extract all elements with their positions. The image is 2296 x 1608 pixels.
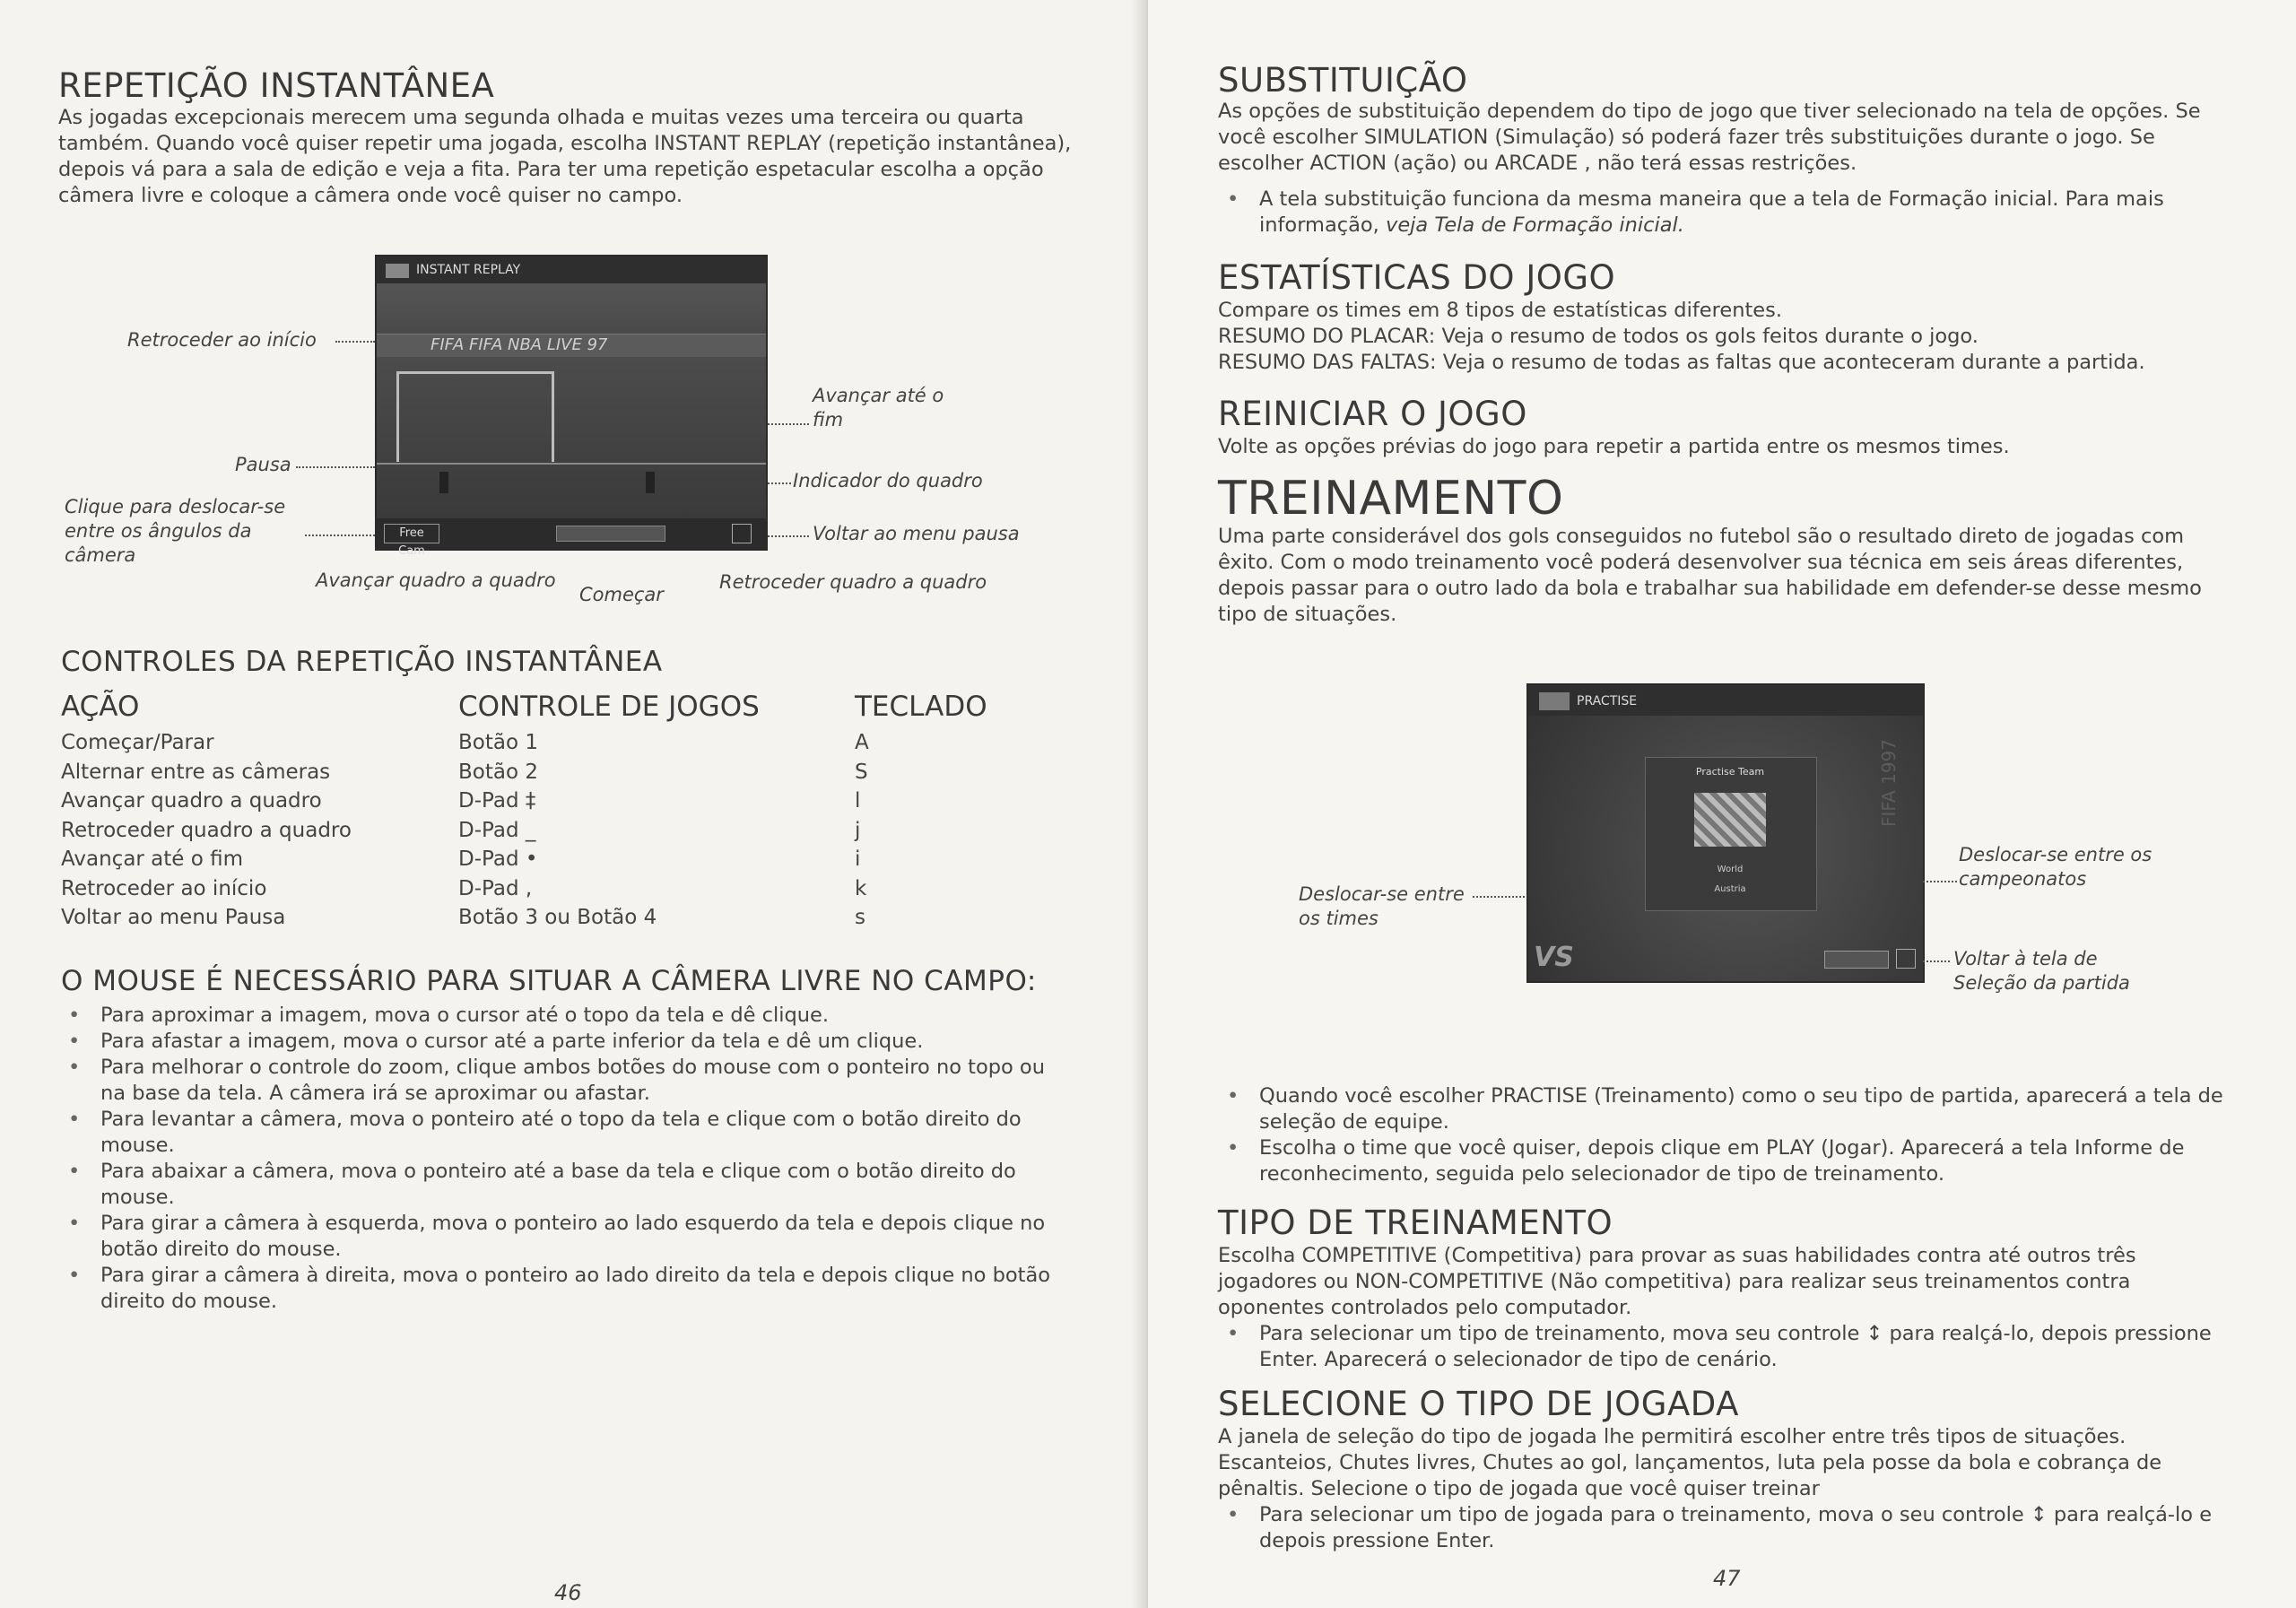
text-line: Escolha COMPETITIVE (Competitiva) para provar as suas habilidades contra até outros três — [1218, 1244, 2136, 1267]
option-world[interactable]: World — [1717, 865, 1744, 874]
text-line: Escanteios, Chutes livres, Chutes ao gol, lançamentos, luta pela posse da bola e cobrança de — [1218, 1451, 2162, 1474]
text-line: RESUMO DO PLACAR: Veja o resumo de todos os gols feitos durante o jogo. — [1218, 325, 1979, 348]
table-cell: A — [855, 731, 869, 754]
gamepad-column — [458, 728, 657, 933]
stats-body — [1218, 298, 2267, 376]
board-text: FIFA FIFA NBA LIVE 97 — [430, 335, 608, 354]
bullet-item — [1218, 1135, 2276, 1187]
callout-forward-end-2: fim — [813, 409, 844, 430]
callout-camera-1: Clique para deslocar-se — [65, 496, 286, 517]
callout-back-1: Voltar à tela de — [1953, 948, 2098, 969]
text-line: As jogadas excepcionais merecem uma segunda olhada e muitas vezes uma terceira ou quarta — [58, 106, 1024, 129]
leader-line — [296, 466, 375, 468]
crowd-stands — [377, 283, 766, 334]
action-column — [61, 728, 352, 933]
team-flag — [1694, 793, 1766, 847]
check-icon[interactable] — [1896, 949, 1916, 969]
callout-start: Começar — [579, 584, 664, 605]
table-cell: Retroceder quadro a quadro — [61, 818, 352, 842]
bullet-item — [1218, 1083, 2276, 1135]
text-line: êxito. Com o modo treinamento você poderá desenvolver sua técnica em seis áreas diferentes, — [1218, 551, 2184, 574]
side-logo-text: FIFA 1997 — [1878, 739, 1900, 828]
restart-title: REINICIAR O JOGO — [1218, 395, 1527, 433]
ea-logo — [386, 264, 409, 278]
table-cell: s — [855, 906, 865, 929]
leader-line — [1923, 881, 1957, 882]
leader-line — [335, 341, 375, 343]
replay-transport-buttons[interactable] — [556, 526, 665, 542]
text-line: • Para girar a câmera à esquerda, mova o ponteiro ao lado esquerdo da tela e depois clique no — [100, 1212, 1046, 1235]
text-line — [1259, 213, 2291, 239]
text-line: mouse. — [100, 1186, 175, 1209]
bullet-item — [59, 1029, 1109, 1055]
table-cell: D-Pad , — [458, 876, 533, 900]
text-line: • Para selecionar um tipo de treinamento, mova seu controle ↕ para realçá-lo, depois pressione — [1259, 1322, 2212, 1345]
table-cell: D-Pad ‡ — [458, 789, 536, 813]
free-cam-button[interactable]: Free Cam — [384, 524, 439, 543]
training-type-title: TIPO DE TREINAMENTO — [1218, 1204, 1613, 1242]
text-line: • Para girar a câmera à direita, mova o ponteiro ao lado direito da tela e depois clique no botão — [100, 1264, 1051, 1287]
substitution-body — [1218, 99, 2267, 177]
stats-title: ESTATÍSTICAS DO JOGO — [1218, 258, 1616, 297]
column-header-gamepad: CONTROLE DE JOGOS — [458, 691, 760, 723]
table-cell: Botão 3 ou Botão 4 — [458, 906, 657, 929]
leader-line — [305, 535, 375, 536]
text-line: • Para melhorar o controle do zoom, clique ambos botões do mouse com o ponteiro no topo ou — [100, 1056, 1045, 1079]
text-line: mouse. — [100, 1134, 175, 1157]
table-cell: S — [855, 760, 868, 784]
callout-frame-forward: Avançar quadro a quadro — [316, 569, 556, 591]
screenshot-header: INSTANT REPLAY — [416, 263, 521, 277]
pitch-line — [377, 463, 766, 465]
option-austria[interactable]: Austria — [1714, 884, 1746, 894]
training-title: TREINAMENTO — [1218, 472, 1564, 526]
text-line: reconhecimento, seguida pelo selecionador de tipo de treinamento. — [1259, 1162, 1944, 1186]
text-line: • Para afastar a imagem, mova o cursor até a parte inferior da tela e dê um clique. — [100, 1030, 924, 1053]
leader-line — [768, 423, 809, 425]
bullet-item — [59, 1055, 1109, 1107]
text-span: informação, — [1259, 213, 1386, 237]
text-line: depois pressione Enter. — [1259, 1529, 1495, 1552]
table-cell: Botão 2 — [458, 760, 538, 784]
text-line: Volte as opções prévias do jogo para repetir a partida entre os mesmos times. — [1218, 435, 2010, 458]
table-cell: Avançar quadro a quadro — [61, 789, 322, 813]
player-figure — [646, 472, 655, 493]
practise-bullets — [1218, 1083, 2276, 1187]
vs-corner-logo: VS — [1534, 942, 1574, 973]
mouse-title: O MOUSE É NECESSÁRIO PARA SITUAR A CÂMERA LIVRE NO CAMPO: — [61, 965, 1037, 997]
panel-title: Practise Team — [1695, 766, 1765, 778]
bullet-item — [59, 1263, 1109, 1315]
bullet-item — [59, 1159, 1109, 1211]
controls-title: CONTROLES DA REPETIÇÃO INSTANTÂNEA — [61, 646, 663, 678]
text-line: jogadores ou NON-COMPETITIVE (Não competitiva) para realizar seus treinamentos contra — [1218, 1270, 2131, 1293]
text-line: • Para selecionar um tipo de jogada para o treinamento, mova o seu controle ↕ para realçá-lo e — [1259, 1503, 2213, 1526]
text-span-italic: veja Tela de Formação inicial. — [1386, 213, 1684, 237]
screenshot-header: PRACTISE — [1577, 694, 1638, 708]
callout-pause: Pausa — [235, 454, 291, 475]
text-line: oponentes controlados pelo computador. — [1218, 1296, 1632, 1319]
check-icon[interactable] — [732, 524, 752, 543]
callout-frame-indicator: Indicador do quadro — [793, 470, 983, 491]
bullet-item — [59, 1107, 1109, 1159]
leader-line — [1473, 896, 1525, 898]
page-right — [1148, 0, 2296, 1608]
restart-body — [1218, 434, 2267, 460]
callout-champ-1: Deslocar-se entre os — [1959, 844, 2152, 865]
column-header-keyboard: TECLADO — [855, 691, 987, 723]
text-line: você escolher SIMULATION (Simulação) só poderá fazer três substituições durante o jogo. Se — [1218, 126, 2155, 149]
training-body — [1218, 524, 2267, 628]
callout-rewind-start: Retroceder ao início — [127, 329, 317, 351]
callout-teams-2: os times — [1299, 908, 1378, 929]
text-line: escolher ACTION (ação) ou ARCADE , não terá essas restrições. — [1218, 152, 1857, 175]
leader-line — [768, 482, 791, 484]
callout-camera-3: câmera — [65, 544, 136, 566]
callout-teams-1: Deslocar-se entre — [1299, 883, 1465, 905]
text-line: Compare os times em 8 tipos de estatísticas diferentes. — [1218, 299, 1782, 322]
table-cell: Avançar até o fim — [61, 847, 244, 871]
practise-screenshot — [1526, 683, 1925, 983]
text-line: • Para aproximar a imagem, mova o cursor até o topo da tela e dê clique. — [100, 1004, 830, 1027]
text-line: depois vá para a sala de edição e veja a fita. Para ter uma repetição espetacular escolha a opção — [58, 158, 1044, 181]
text-line: • Para levantar a câmera, mova o ponteiro até o topo da tela e clique com o botão direito do — [100, 1108, 1022, 1131]
text-line: • Quando você escolher PRACTISE (Treinamento) como o seu tipo de partida, aparecerá a tela de — [1259, 1084, 2223, 1108]
keyboard-column — [855, 728, 869, 933]
table-cell: k — [855, 876, 867, 900]
text-line: também. Quando você quiser repetir uma jogada, escolha INSTANT REPLAY (repetição instantânea), — [58, 132, 1072, 155]
callout-champ-2: campeonatos — [1959, 868, 2087, 890]
table-cell: Botão 1 — [458, 731, 538, 754]
substitution-title: SUBSTITUIÇÃO — [1218, 61, 1468, 100]
callout-frame-back: Retroceder quadro a quadro — [719, 571, 987, 593]
table-cell: j — [855, 818, 861, 842]
instant-replay-screenshot — [375, 255, 768, 558]
text-line: tipo de situações. — [1218, 603, 1397, 626]
text-line: Enter. Aparecerá o selecionador de tipo de cenário. — [1259, 1348, 1778, 1371]
goal-frame — [396, 371, 554, 462]
play-type-body — [1218, 1424, 2267, 1554]
text-line: pênaltis. Selecione o tipo de jogada que você quiser treinar — [1218, 1477, 1820, 1500]
instant-replay-title: REPETIÇÃO INSTANTÂNEA — [58, 66, 495, 105]
callout-forward-end-1: Avançar até o — [813, 385, 944, 406]
text-line: • Escolha o time que você quiser, depois clique em PLAY (Jogar). Aparecerá a tela Informe de — [1259, 1136, 2185, 1160]
mouse-bullets — [59, 1003, 1109, 1315]
bullet-item — [1218, 1502, 2267, 1554]
table-cell: Começar/Parar — [61, 731, 214, 754]
text-line: Uma parte considerável dos gols conseguidos no futebol são o resultado direto de jogadas com — [1218, 525, 2185, 548]
text-line: • A tela substituição funciona da mesma maneira que a tela de Formação inicial. Para mais — [1259, 187, 2164, 211]
callout-back-pause: Voltar ao menu pausa — [813, 523, 1020, 544]
text-line: depois passar para o outro lado da bola e trabalhar sua habilidade em defender-se desse mesmo — [1218, 577, 2202, 600]
bullet-item — [59, 1003, 1109, 1029]
back-button[interactable] — [1824, 951, 1889, 969]
text-line: RESUMO DAS FALTAS: Veja o resumo de todas as faltas que aconteceram durante a partida. — [1218, 351, 2145, 374]
text-line: botão direito do mouse. — [100, 1238, 342, 1261]
callout-back-2: Seleção da partida — [1953, 972, 2130, 994]
column-header-action: AÇÃO — [61, 691, 140, 723]
leader-line — [1923, 960, 1950, 962]
bullet-item — [59, 1211, 1109, 1263]
table-cell: l — [855, 789, 861, 813]
text-line: na base da tela. A câmera irá se aproximar ou afastar. — [100, 1082, 650, 1105]
bullet-item — [1218, 187, 2291, 239]
player-figure — [439, 472, 448, 493]
ea-logo — [1539, 692, 1570, 710]
text-line: seleção de equipe. — [1259, 1110, 1449, 1134]
table-cell: Retroceder ao início — [61, 876, 267, 900]
table-cell: Voltar ao menu Pausa — [61, 906, 286, 929]
table-cell: i — [855, 847, 861, 871]
table-cell: Alternar entre as câmeras — [61, 760, 331, 784]
text-line: A janela de seleção do tipo de jogada lhe permitirá escolher entre três tipos de situações. — [1218, 1425, 2126, 1448]
table-cell: D-Pad _ — [458, 818, 536, 842]
text-line: As opções de substituição dependem do tipo de jogo que tiver selecionado na tela de opções. Se — [1218, 100, 2201, 123]
callout-camera-2: entre os ângulos da — [65, 520, 252, 542]
instant-replay-body — [58, 105, 1099, 209]
leader-line — [768, 535, 809, 537]
bullet-item — [1218, 1321, 2267, 1373]
play-type-title: SELECIONE O TIPO DE JOGADA — [1218, 1385, 1739, 1423]
table-cell: D-Pad • — [458, 847, 538, 871]
training-type-body — [1218, 1243, 2267, 1373]
text-line: • Para abaixar a câmera, mova o ponteiro até a base da tela e clique com o botão direito do — [100, 1160, 1016, 1183]
text-line: direito do mouse. — [100, 1290, 277, 1313]
page-number: 47 — [1713, 1566, 1741, 1591]
page-number: 46 — [554, 1580, 582, 1605]
text-line: câmera livre e coloque a câmera onde você quiser no campo. — [58, 184, 683, 207]
